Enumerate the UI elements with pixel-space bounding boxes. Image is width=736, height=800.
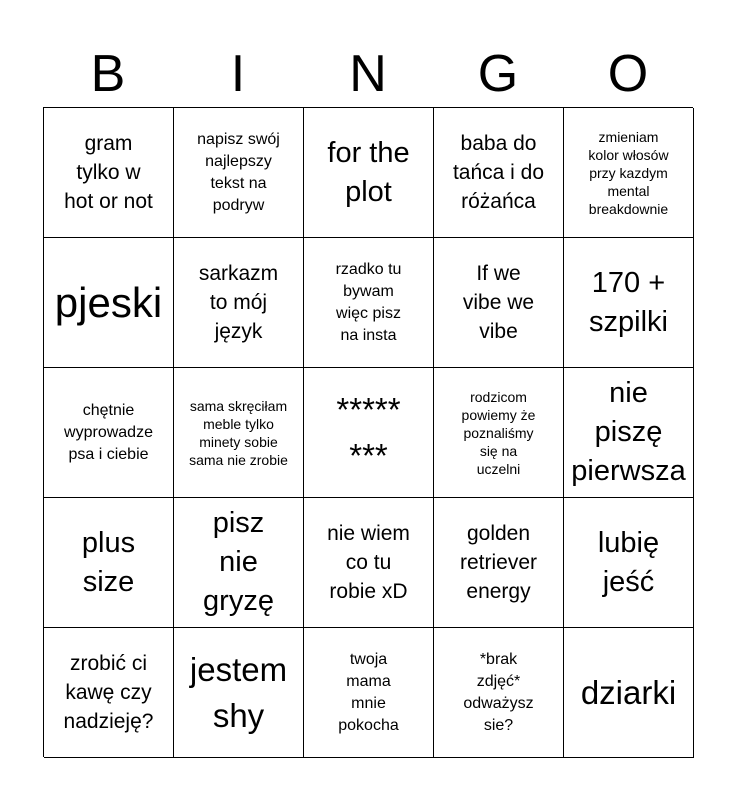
bingo-cell-text: rodzicom powiemy że poznaliśmy się na uczelni (461, 388, 536, 477)
bingo-cell-r2-c2[interactable] (174, 238, 304, 368)
bingo-cell-text: plus size (81, 526, 136, 598)
bingo-cell-text: gram tylko w hot or not (64, 132, 153, 213)
bingo-cell-text: dziarki (580, 673, 677, 711)
bingo-cell-r5-c2[interactable] (174, 628, 304, 758)
header-letter-g: G (477, 45, 519, 103)
bingo-cell-r4-c4[interactable] (434, 498, 564, 628)
bingo-cell-text: nie piszę pierwsza (571, 377, 686, 487)
bingo-cell-text: twoja mama mnie pokocha (338, 650, 399, 734)
bingo-cell-r2-c5[interactable] (564, 238, 694, 368)
bingo-cell-text: rzadko tu bywam więc pisz na insta (335, 260, 402, 344)
header-letter-b: B (90, 45, 126, 103)
bingo-cell-r5-c4[interactable] (434, 628, 564, 758)
bingo-cell-text: sarkazm to mój język (198, 262, 279, 343)
header-letter-n: N (349, 45, 387, 103)
bingo-cell-text: sama skręciłam meble tylko minety sobie sama nie zrobie (189, 397, 288, 468)
bingo-cell-r4-c1[interactable] (44, 498, 174, 628)
bingo-cell-text: zmieniam kolor włosów przy kazdym mental breakdownie (588, 128, 669, 217)
bingo-cell-r3-c3[interactable] (304, 368, 434, 498)
bingo-cell-r1-c3[interactable] (304, 108, 434, 238)
bingo-cell-text: If we vibe we vibe (462, 262, 535, 343)
bingo-cell-r1-c2[interactable] (174, 108, 304, 238)
bingo-cell-text: nie wiem co tu robie xD (327, 522, 410, 603)
bingo-cell-r2-c1[interactable] (44, 238, 174, 368)
bingo-cell-r1-c5[interactable] (564, 108, 694, 238)
bingo-cell-text: zrobić ci kawę czy nadzieję? (63, 652, 154, 733)
header-letter-i: I (230, 45, 246, 103)
bingo-cell-r5-c1[interactable] (44, 628, 174, 758)
bingo-cell-text: lubię jeść (597, 526, 660, 598)
bingo-cell-text: jestem shy (189, 650, 288, 734)
bingo-cell-r4-c5[interactable] (564, 498, 694, 628)
bingo-board (43, 107, 693, 757)
bingo-cell-text: baba do tańca i do różańca (452, 132, 545, 213)
bingo-cell-text: 170 + szpilki (589, 266, 668, 338)
bingo-cell-r3-c2[interactable] (174, 368, 304, 498)
bingo-cell-r1-c1[interactable] (44, 108, 174, 238)
header-letter-o: O (607, 45, 649, 103)
bingo-cell-r5-c3[interactable] (304, 628, 434, 758)
bingo-cell-r4-c2[interactable] (174, 498, 304, 628)
bingo-header (43, 40, 693, 108)
bingo-cell-text: for the plot (327, 136, 410, 208)
bingo-cell-text: napisz swój najlepszy tekst na podryw (197, 130, 280, 214)
bingo-cell-r2-c4[interactable] (434, 238, 564, 368)
bingo-cell-text: pisz nie gryzę (203, 507, 274, 617)
bingo-cell-text: ***** *** (336, 390, 401, 474)
bingo-cell-r1-c4[interactable] (434, 108, 564, 238)
bingo-cell-text: chętnie wyprowadze psa i ciebie (64, 401, 153, 463)
bingo-cell-text: golden retriever energy (459, 522, 538, 603)
bingo-cell-r4-c3[interactable] (304, 498, 434, 628)
bingo-cell-r2-c3[interactable] (304, 238, 434, 368)
bingo-cell-r3-c4[interactable] (434, 368, 564, 498)
bingo-cell-r3-c5[interactable] (564, 368, 694, 498)
bingo-cell-text: *brak zdjęć* odważysz sie? (463, 650, 534, 734)
bingo-cell-text: pjeski (54, 278, 163, 326)
bingo-cell-r5-c5[interactable] (564, 628, 694, 758)
bingo-cell-r3-c1[interactable] (44, 368, 174, 498)
